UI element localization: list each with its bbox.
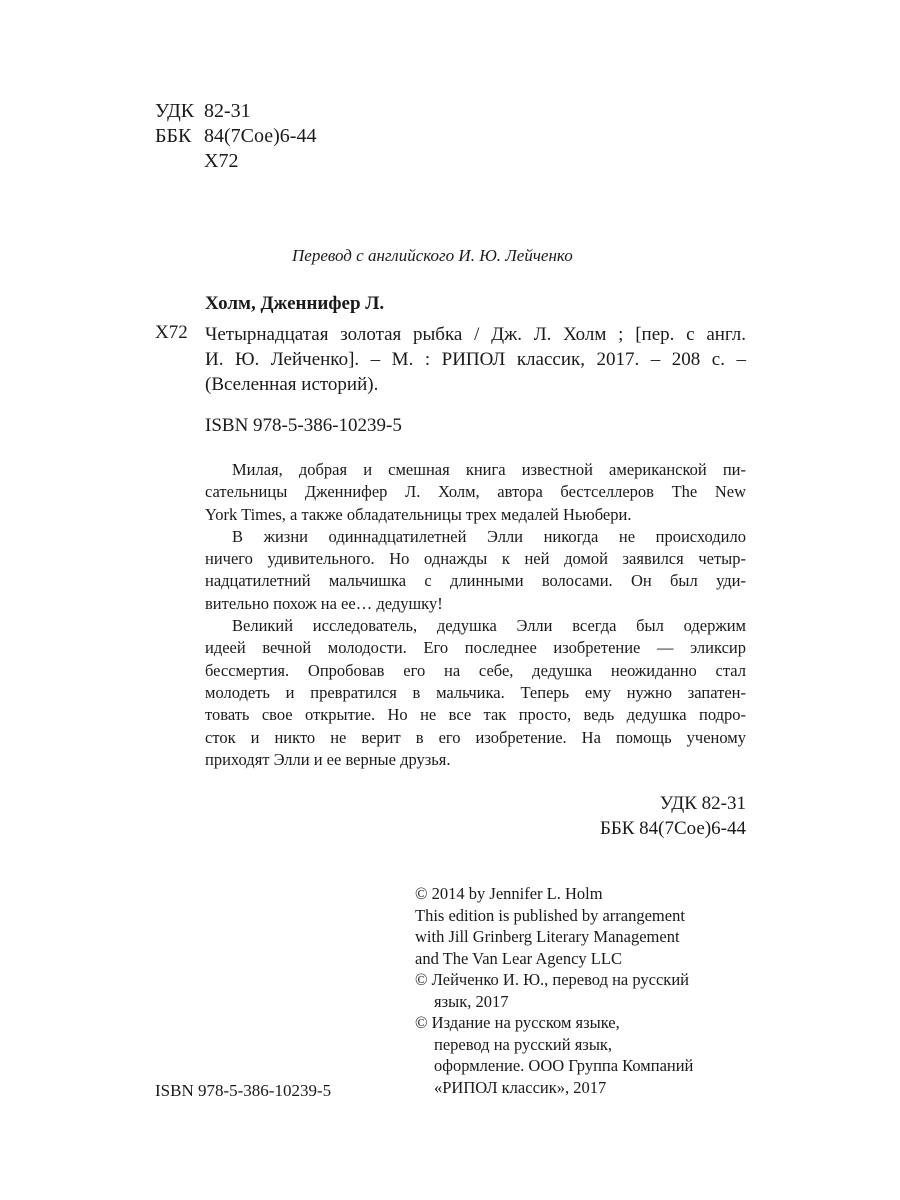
- bbk-row: [155, 124, 316, 149]
- translator-note: Перевод с английского И. Ю. Лейченко: [292, 246, 573, 265]
- annotation-line: молодеть и превратился в мальчика. Теперь ему нужно запатен-: [205, 682, 746, 702]
- copyright-line: This edition is published by arrangement: [415, 905, 685, 925]
- copyright-line: © Лейченко И. Ю., перевод на русский: [415, 970, 689, 989]
- copyright-line: «РИПОЛ классик», 2017: [434, 1077, 607, 1097]
- annotation-paragraph: [205, 615, 746, 771]
- annotation-line: надцатилетний мальчишка с длинными волосами. Он был уди-: [205, 571, 746, 591]
- annotation-line: идеей вечной молодости. Его последнее изобретение — эликсир: [205, 638, 746, 658]
- author-mark-top: Х72: [204, 150, 239, 172]
- annotation-line: Милая, добрая и смешная книга известной американской пи-: [232, 460, 746, 479]
- annotation-paragraph: [205, 459, 746, 526]
- annotation-line: сток и никто не верит в его изобретение. На помощь ученому: [205, 727, 746, 747]
- copyright-block: [415, 883, 750, 1098]
- isbn-bottom: ISBN 978-5-386-10239-5: [155, 1081, 332, 1100]
- classification-block-top: [155, 99, 316, 174]
- copyright-line: перевод на русский язык,: [434, 1034, 613, 1054]
- classification-block-right: [600, 791, 746, 841]
- bbk-right: ББК 84(7Сое)6-44: [599, 818, 746, 839]
- annotation-line: товать свое открытие. Но не все так просто, ведь дедушка подро-: [205, 705, 746, 725]
- annotation: [205, 459, 746, 771]
- annotation-line: Великий исследователь, дедушка Элли всегда был одержим: [232, 616, 746, 636]
- annotation-line: ничего удивительного. Но однажды к ней домой заявился четыр-: [205, 549, 746, 569]
- udk-right: УДК 82-31: [659, 793, 746, 814]
- annotation-line: вительно похож на ее… дедушку!: [205, 593, 443, 613]
- copyright-line: with Jill Grinberg Literary Management: [415, 927, 680, 946]
- copyright-line: and The Van Lear Agency LLC: [415, 948, 622, 968]
- udk-row: [155, 99, 316, 124]
- copyright-line: язык, 2017: [434, 991, 509, 1011]
- annotation-paragraph: [205, 526, 746, 615]
- bibliographic-description: [205, 322, 746, 397]
- isbn-main: ISBN 978-5-386-10239-5: [205, 415, 402, 436]
- annotation-line: бессмертия. Опробовав его на себе, дедушка неожиданно стал: [205, 660, 746, 680]
- bibliographic-mark: Х72: [155, 322, 188, 343]
- bibliographic-line: (Вселенная историй).: [205, 374, 379, 395]
- bibliographic-line: И. Ю. Лейченко]. – М. : РИПОЛ классик, 2017. – 208 с. –: [205, 349, 746, 370]
- annotation-line: сательницы Дженнифер Л. Холм, автора бестселлеров The New: [205, 482, 746, 502]
- bibliographic-author: Холм, Дженнифер Л.: [205, 293, 385, 314]
- copyright-line: © Издание на русском языке,: [415, 1013, 620, 1032]
- annotation-line: В жизни одиннадцатилетней Элли никогда не происходило: [232, 526, 746, 546]
- bbk-value: 84(7Сое)6-44: [204, 125, 317, 147]
- udk-value: 82-31: [204, 100, 251, 122]
- bibliographic-line: Четырнадцатая золотая рыбка / Дж. Л. Холм ; [пер. с англ.: [205, 324, 746, 345]
- annotation-line: York Times, а также обладательницы трех медалей Ньюбери.: [205, 504, 632, 524]
- udk-label: УДК: [155, 100, 195, 122]
- copyright-line: © 2014 by Jennifer L. Holm: [415, 884, 603, 903]
- annotation-line: приходят Элли и ее верные друзья.: [205, 749, 451, 769]
- copyright-line: оформление. ООО Группа Компаний: [434, 1056, 694, 1075]
- bbk-label: ББК: [155, 125, 192, 147]
